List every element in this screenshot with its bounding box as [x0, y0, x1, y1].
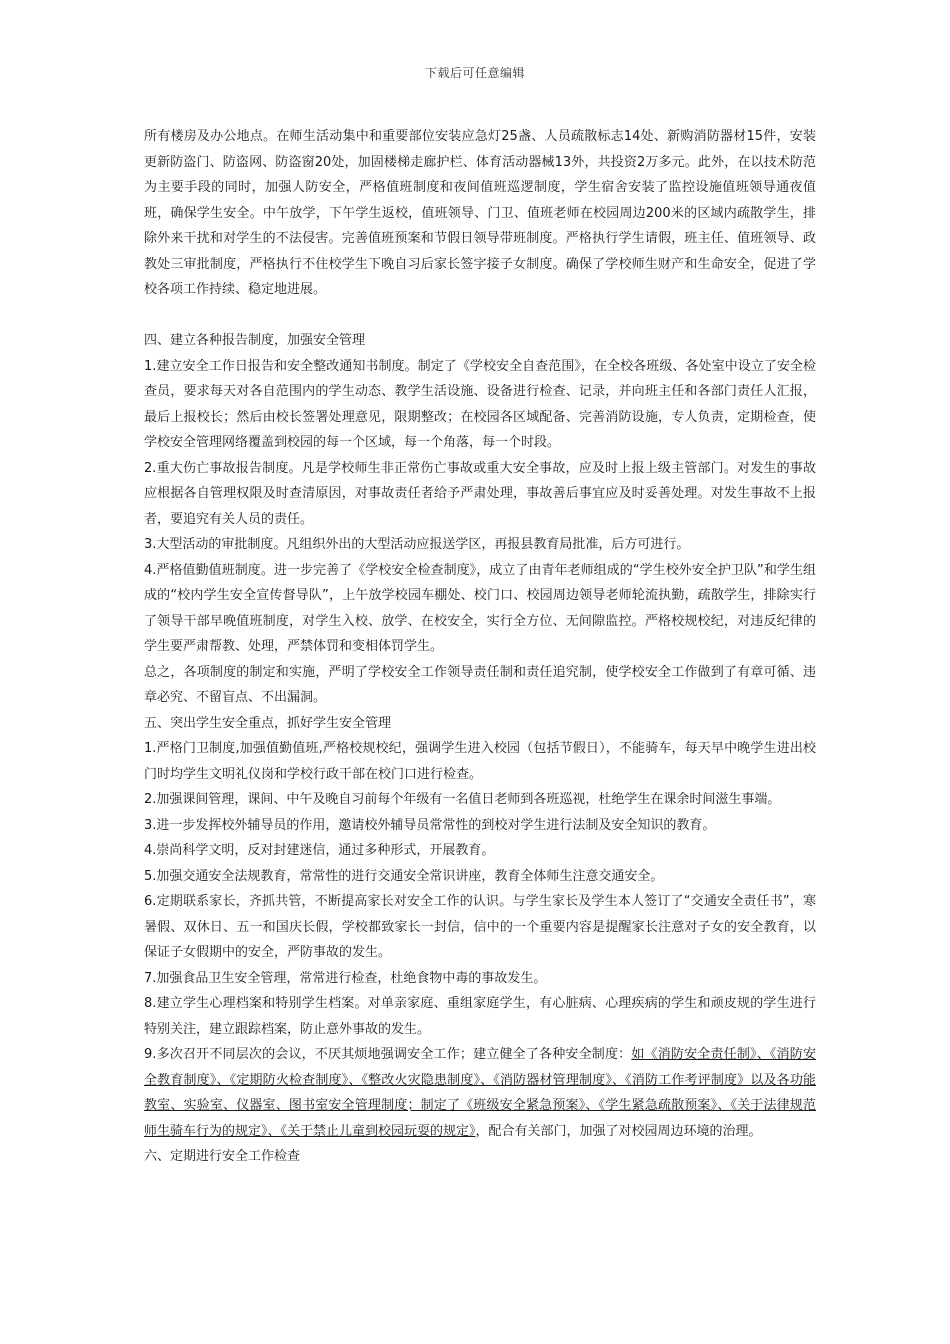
section-5-item-6: 6.定期联系家长，齐抓共管，不断提高家长对安全工作的认识。与学生家长及学生本人签订了“交通安全责任书”，寒暑假、双休日、五一和国庆长假，学校都致家长一封信，信中的一个重要内容是提醒家长注意对子女的安全教育，以保证子女假期中的安全，严防事故的发生。	[144, 894, 816, 960]
section-5-item-8: 8.建立学生心理档案和特别学生档案。对单亲家庭、重组家庭学生，有心脏病、心理疾病的学生和顽皮规的学生进行特别关注，建立跟踪档案，防止意外事故的发生。	[144, 996, 816, 1037]
intro-paragraph: 所有楼房及办公地点。在师生活动集中和重要部位安装应急灯25盏、人员疏散标志14处、新购消防器材15件，安装更新防盗门、防盗网、防盗窗20处，加固楼梯走廊护栏、体育活动器械13外，共投资2万多元。此外，在以技术防范为主要手段的同时，加强人防安全，严格值班制度和夜间值班巡逻制度，学生宿舍安装了监控设施值班领导通夜值班，确保学生安全。中午放学，下午学生返校，值班领导、门卫、值班老师在校园周边200米的区域内疏散学生，排除外来干扰和对学生的不法侵害。完善值班预案和节假日领导带班制度。严格执行学生请假，班主任、值班领导、政教处三审批制度，严格执行不住校学生下晚自习后家长签字接子女制度。确保了学校师生财产和生命安全，促进了学校各项工作持续、稳定地进展。	[144, 129, 816, 297]
section-4-item-1: 1.建立安全工作日报告和安全整改通知书制度。制定了《学校安全自查范围》，在全校各班级、各处室中设立了安全检查员，要求每天对各自范围内的学生动态、教学生活设施、设备进行检查、记录，并向班主任和各部门责任人汇报，最后上报校长；然后由校长签署处理意见，限期整改；在校园各区域配备、完善消防设施，专人负责，定期检查，使学校安全管理网络覆盖到校园的每一个区域，每一个角落，每一个时段。	[144, 358, 816, 450]
item-9-prefix: 9.多次召开不同层次的会议，不厌其烦地强调安全工作；建立健全了各种安全制度：	[144, 1047, 632, 1062]
section-6-heading: 六、定期进行安全工作检查	[144, 1149, 301, 1164]
section-4-item-4: 4.严格值勤值班制度。进一步完善了《学校安全检查制度》，成立了由青年老师组成的“学生校外安全护卫队”和学生组成的“校内学生安全宣传督导队”，上午放学校园车棚处、校门口、校园周边领导老师轮流执勤，疏散学生，排除实行了领导干部早晚值班制度，对学生入校、放学、在校安全，实行全方位、无间隙监控。严格校规校纪，对违反纪律的学生要严肃帮教、处理，严禁体罚和变相体罚学生。	[144, 562, 816, 654]
section-4-summary: 总之，各项制度的制定和实施，严明了学校安全工作领导责任制和责任追究制，使学校安全工作做到了有章可循、违章必究、不留盲点、不出漏洞。	[144, 664, 816, 705]
section-5-item-4: 4.崇尚科学文明，反对封建迷信，通过多种形式，开展教育。	[144, 843, 495, 858]
section-5-item-9	[144, 1042, 816, 1144]
item-9-underlined-regulations: 如《消防安全责任制》、《消防安全教育制度》、《定期防火检查制度》、《整改火灾隐患制度》、《消防器材管理制度》、《消防工作考评制度》以及各功能教室、实验室、仪器室、图书室安全管理制度；制定了《班级安全紧急预案》、《学生紧急疏散预案》、《关于法律规范师生骑车行为的规定》、《关于禁止儿童到校园玩耍的规定》	[144, 1047, 816, 1139]
document-body	[144, 124, 816, 1170]
section-4-item-2: 2.重大伤亡事故报告制度。凡是学校师生非正常伤亡事故或重大安全事故，应及时上报上级主管部门。对发生的事故应根据各自管理权限及时查清原因，对事故责任者给予严肃处理，事故善后事宜应及时妥善处理。对发生事故不上报者，要追究有关人员的责任。	[144, 460, 816, 527]
section-5-item-2: 2.加强课间管理，课间、中午及晚自习前每个年级有一名值日老师到各班巡视，杜绝学生在课余时间滋生事端。	[144, 792, 781, 807]
paragraph-gap	[144, 303, 816, 329]
item-9-suffix: ，配合有关部门，加强了对校园周边环境的治理。	[475, 1123, 762, 1139]
section-4-heading: 四、建立各种报告制度，加强安全管理	[144, 333, 366, 348]
section-5-item-5: 5.加强交通安全法规教育，常常性的进行交通安全常识讲座，教育全体师生注意交通安全。	[144, 868, 664, 884]
section-5-heading: 五、突出学生安全重点，抓好学生安全管理	[144, 715, 392, 731]
section-5-item-3: 3.进一步发挥校外辅导员的作用，邀请校外辅导员常常性的到校对学生进行法制及安全知识的教育。	[144, 817, 716, 833]
section-5-item-7: 7.加强食品卫生安全管理，常常进行检查，杜绝食物中毒的事故发生。	[144, 970, 547, 986]
section-5-item-1: 1.严格门卫制度,加强值勤值班,严格校规校纪，强调学生进入校园（包括节假日），不能骑车，每天早中晚学生进出校门时均学生文明礼仪岗和学校行政干部在校门口进行检查。	[144, 741, 816, 782]
page-header: 下载后可任意编辑	[424, 66, 525, 80]
section-4-item-3: 3.大型活动的审批制度。凡组织外出的大型活动应报送学区，再报县教育局批准，后方可进行。	[144, 537, 690, 552]
